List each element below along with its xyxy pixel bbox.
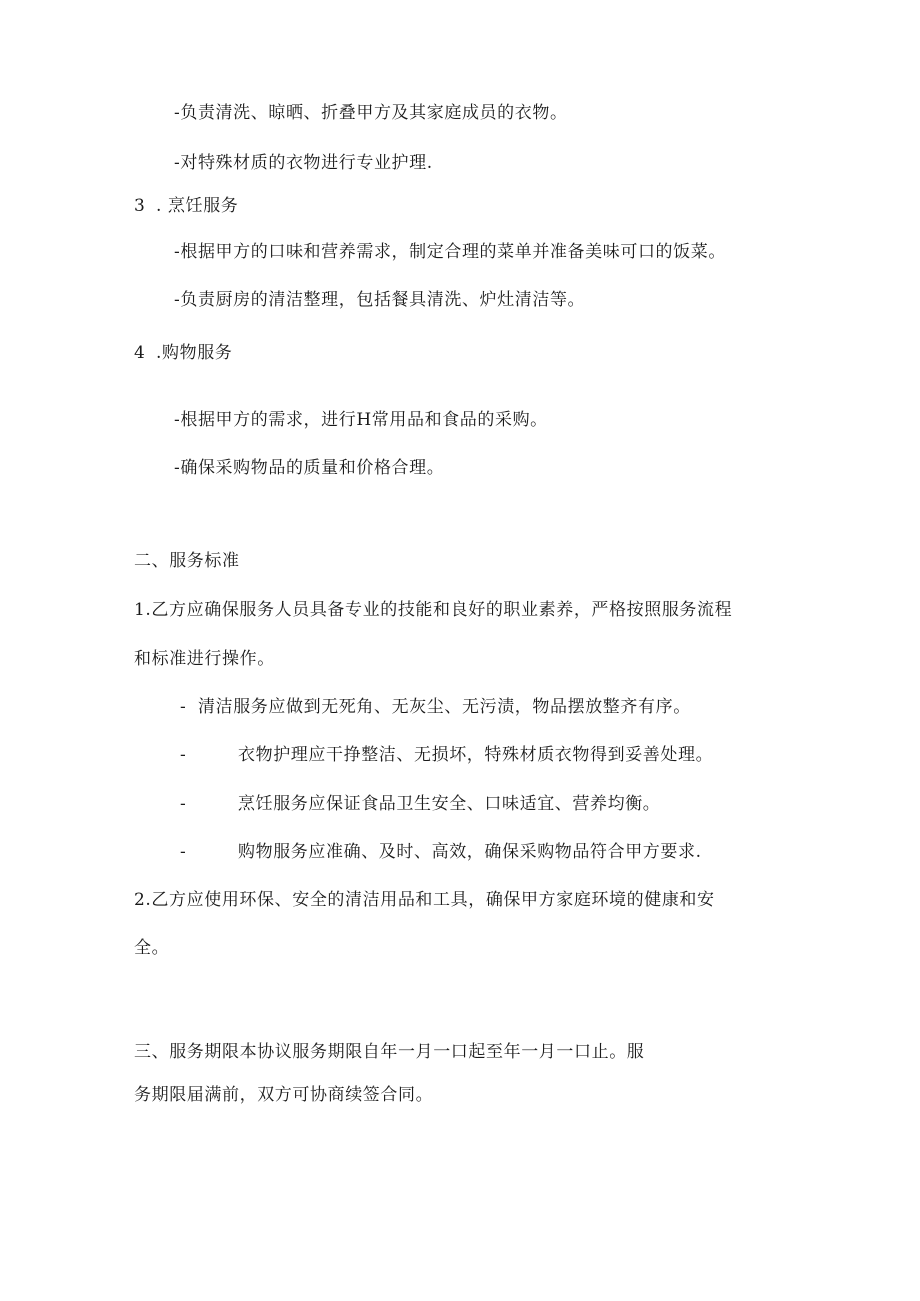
cooking-bullet-1: -根据甲方的口味和营养需求，制定合理的菜单并准备美味可口的饭菜。: [174, 242, 726, 262]
standards-item2-line2: 全。: [134, 938, 170, 958]
sub-item-2-dash: -: [180, 745, 186, 765]
shopping-bullet-2: -确保采购物品的质量和价格合理。: [174, 458, 445, 478]
shopping-bullet-1: -根据甲方的需求，进行H常用品和食品的采购。: [174, 410, 548, 430]
sub-item-3-dash: -: [180, 794, 186, 814]
sub-item-1-text: 清洁服务应做到无死角、无灰尘、无污渍，物品摆放整齐有序。: [198, 697, 691, 717]
standards-item1-line1: 1.乙方应确保服务人员具备专业的技能和良好的职业素养，严格按照服务流程: [134, 600, 733, 620]
standards-item1-line2: 和标准进行操作。: [134, 649, 275, 669]
standards-heading: 二、服务标准: [134, 551, 240, 571]
sub-item-2-text: 衣物护理应干挣整洁、无损坏，特殊材质衣物得到妥善处理。: [238, 745, 714, 765]
sub-item-4-dash: -: [180, 842, 186, 862]
term-line1: 三、服务期限本协议服务期限自年一月一口起至年一月一口止。服: [134, 1042, 645, 1062]
standards-item2-line1: 2.乙方应使用环保、安全的清洁用品和工具，确保甲方家庭环境的健康和安: [134, 890, 715, 910]
shopping-title: .购物服务: [156, 343, 233, 363]
cooking-bullet-2: -负责厨房的清洁整理，包括餐具清洗、炉灶清洁等。: [174, 290, 586, 310]
cooking-number: 3: [134, 196, 145, 216]
term-line2: 务期限届满前，双方可协商续签合同。: [134, 1085, 434, 1105]
laundry-bullet-2: -对特殊材质的衣物进行专业护理.: [174, 153, 433, 173]
sub-item-4-text: 购物服务应准确、及时、高效，确保采购物品符合甲方要求.: [238, 842, 702, 862]
cooking-title: . 烹饪服务: [156, 196, 239, 216]
laundry-bullet-1: -负责清洗、晾晒、折叠甲方及其家庭成员的衣物。: [174, 103, 568, 123]
sub-item-3-text: 烹饪服务应保证食品卫生安全、口味适宜、营养均衡。: [238, 794, 661, 814]
shopping-number: 4: [134, 343, 145, 363]
sub-item-1-dash: -: [180, 697, 186, 717]
